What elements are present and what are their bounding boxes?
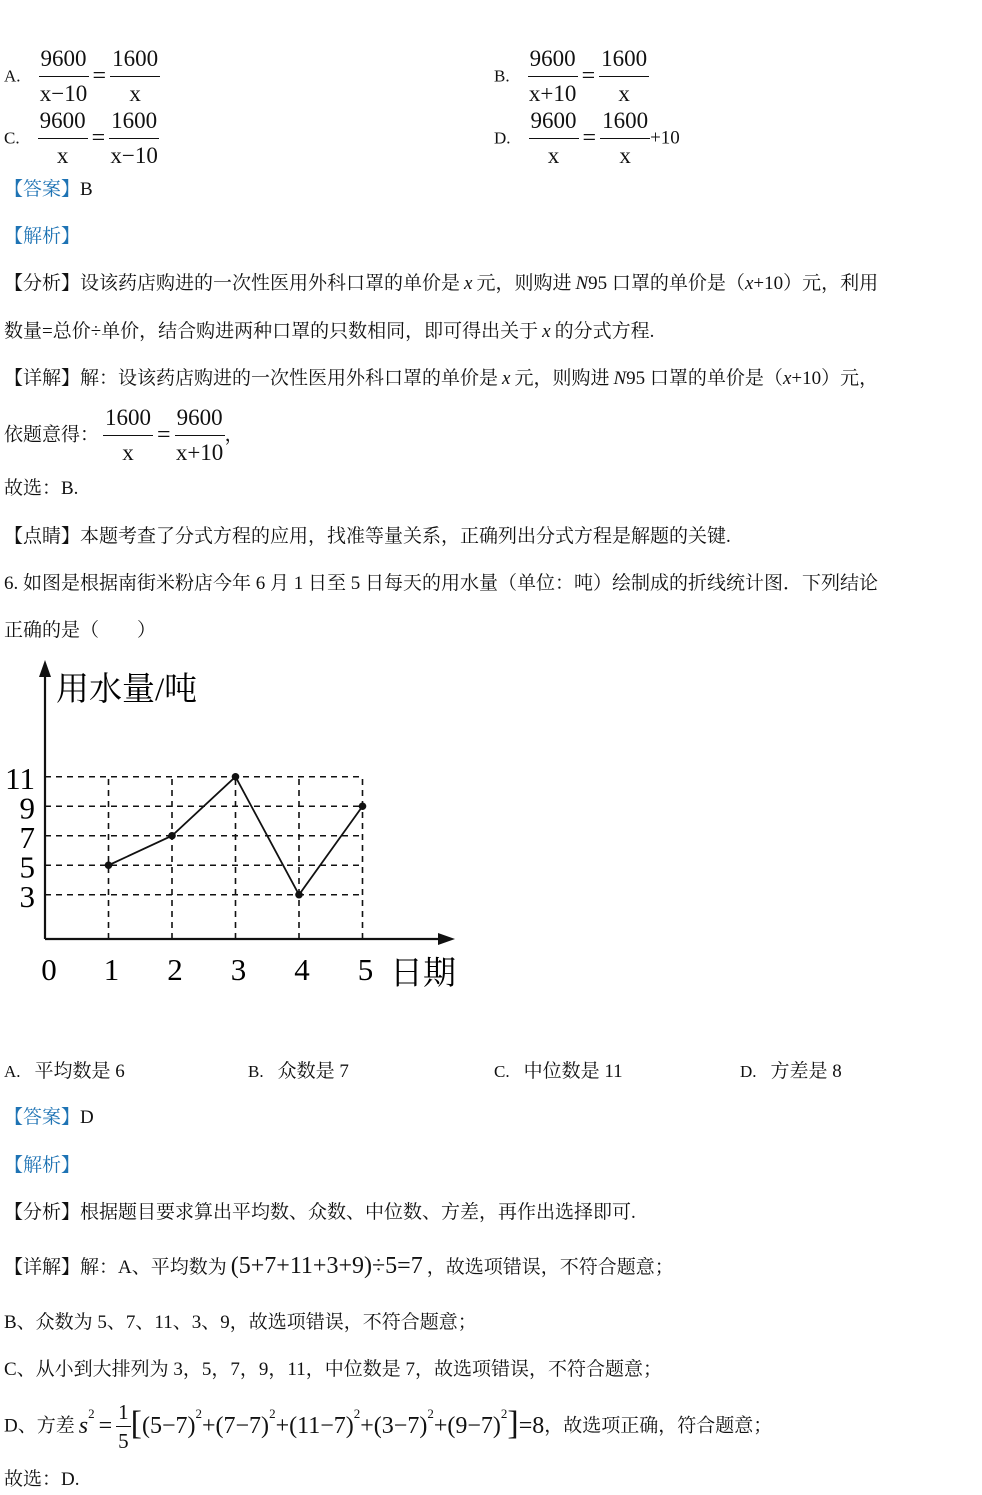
term: (11−7): [289, 1413, 354, 1439]
variable: x: [542, 321, 551, 342]
denominator: 5: [118, 1429, 129, 1453]
variable: x: [464, 273, 473, 294]
text: 元，则购进: [514, 368, 610, 389]
option-text: 平均数是 6: [34, 1061, 125, 1082]
numerator: 9600: [39, 44, 89, 77]
option-letter: C.: [494, 1062, 510, 1081]
fraction: [529, 106, 579, 171]
denominator: x−10: [110, 143, 158, 168]
option-text: 中位数是 11: [523, 1061, 623, 1082]
data-point: [295, 891, 303, 899]
q6-fenxi: [4, 1201, 636, 1225]
numerator: 9600: [528, 44, 578, 77]
equals-sign: =: [157, 422, 171, 448]
q5-equation: [4, 403, 244, 468]
variable: N: [575, 273, 589, 294]
denominator: x: [619, 143, 631, 168]
q6-xiangjie-a: [4, 1254, 674, 1280]
q6-option-d: [740, 1060, 842, 1084]
text: 数量=总价÷单价，结合购进两种口罩的只数相同，即可得出关于: [4, 321, 539, 342]
x-tick-label: 1: [103, 952, 120, 987]
dianjing-tag: 【点睛】: [4, 526, 81, 547]
denominator: x: [547, 143, 560, 168]
x-tick-label: 5: [357, 952, 374, 987]
mean-expression: (5+7+11+3+9)÷5=7: [230, 1253, 423, 1279]
text: ，故选项错误，不符合题意；: [426, 1257, 674, 1278]
q5-option-d: [494, 106, 680, 171]
y-axis-arrow: [39, 660, 51, 677]
y-tick-label: 11: [5, 760, 35, 796]
denominator: x: [129, 81, 141, 106]
y-tick-label: 5: [19, 849, 35, 885]
term: (7−7): [215, 1413, 270, 1439]
variance-result: =8: [518, 1413, 545, 1439]
q5-option-a: [4, 44, 160, 109]
q6-analysis-tag: 【解析】: [4, 1155, 81, 1176]
text: +10）元，利用: [753, 273, 879, 294]
y-axis-label: 用水量/吨: [56, 672, 198, 708]
fraction: [175, 403, 225, 468]
variance-symbol: s: [78, 1413, 89, 1439]
answer-value: B: [80, 179, 93, 200]
x-tick-label: 2: [167, 952, 183, 987]
denominator: x+10: [528, 81, 577, 106]
option-letter: D.: [740, 1062, 757, 1081]
left-bracket: [: [130, 1405, 142, 1443]
xiangjie-tag: 【详解】: [4, 1257, 81, 1278]
option-letter: A.: [4, 1062, 21, 1081]
numerator: 1600: [110, 44, 160, 77]
q6-conclusion: 故选：D.: [4, 1469, 80, 1490]
q6-stem-line2: 正确的是（ ）: [4, 620, 157, 641]
x-axis-label: 日期: [390, 956, 456, 992]
option-letter: B.: [248, 1062, 264, 1081]
term: (5−7): [141, 1413, 196, 1439]
term: (3−7): [373, 1413, 428, 1439]
data-point: [232, 773, 240, 781]
q6-line-b: B、众数为 5、7、11、3、9，故选项错误，不符合题意；: [4, 1312, 477, 1333]
q6-line-d: D、方差 $s^2$ = $\frac{1}{5}$ $[(5-7)^2+(7-7)^2+(11-7)^2+(3-7)^2+(9-7)^2]=8$，故选项正确，符合题意；: [4, 1400, 773, 1453]
x-tick-label: 0: [41, 952, 57, 987]
q6-stem-line1: 6. 如图是根据南街米粉店今年 6 月 1 日至 5 日每天的用水量（单位：吨）绘制成的折线统计图．下列结论: [4, 573, 879, 594]
numerator: 1600: [600, 106, 650, 139]
fraction: [116, 1400, 131, 1453]
text: 元，则购进: [476, 273, 572, 294]
option-letter: A.: [4, 66, 21, 86]
numerator: 1600: [109, 106, 159, 139]
q5-option-b: [494, 44, 649, 109]
q6-answer: [4, 1106, 94, 1130]
equals-sign: =: [581, 63, 596, 89]
data-point: [168, 832, 176, 840]
text: 设该药店购进的一次性医用外科口罩的单价是: [80, 273, 461, 294]
fraction: [109, 106, 159, 171]
y-tick-labels: [5, 761, 35, 914]
text: 的分式方程.: [554, 321, 655, 342]
fraction: [599, 44, 649, 109]
fenxi-tag: 【分析】: [4, 273, 81, 294]
q5-fenxi-line1: [4, 272, 878, 296]
numerator: 1600: [103, 403, 153, 436]
y-tick-label: 7: [19, 819, 35, 855]
denominator: x: [122, 440, 134, 465]
option-letter: B.: [494, 66, 510, 86]
equation-label: 依题意得：: [4, 424, 100, 446]
denominator: x+10: [175, 440, 224, 465]
equals-sign: =: [91, 125, 106, 151]
answer-value: D: [80, 1107, 94, 1128]
text: ，故选项正确，符合题意；: [544, 1415, 773, 1437]
option-text: 方差是 8: [770, 1061, 842, 1082]
y-tick-label: 9: [19, 790, 35, 826]
fraction: [528, 44, 578, 109]
option-letter: C.: [4, 128, 20, 148]
q6-option-c: [494, 1060, 623, 1084]
x-tick-labels: [41, 952, 373, 987]
variable: x: [782, 368, 792, 389]
q6-line-c: C、从小到大排列为 3，5，7，9，11，中位数是 7，故选项错误，不符合题意；: [4, 1359, 662, 1380]
y-tick-label: 3: [19, 878, 35, 914]
text: +10）元，: [791, 368, 879, 389]
q5-fenxi-line2: [4, 320, 654, 344]
text: 本题考查了分式方程的应用，找准等量关系，正确列出分式方程是解题的关键.: [80, 526, 731, 547]
q5-option-c: [4, 106, 159, 171]
right-bracket: ]: [507, 1405, 519, 1443]
numerator: 1600: [599, 44, 649, 77]
q5-analysis-tag: 【解析】: [4, 226, 81, 247]
q5-conclusion: 故选：B.: [4, 478, 79, 499]
answer-tag: 【答案】: [4, 1107, 81, 1128]
text: D、方差: [4, 1415, 75, 1437]
equals-sign: =: [582, 125, 597, 151]
fraction: [110, 44, 160, 109]
superscript-2: 2: [88, 1406, 95, 1422]
grid-layer: [45, 777, 363, 939]
q5-xiangjie-line1: [4, 367, 878, 391]
q5-dianjing: [4, 525, 731, 549]
x-tick-label: 4: [294, 952, 310, 987]
variable: N: [613, 368, 627, 389]
text: 解：A、平均数为: [80, 1257, 227, 1278]
fraction: [38, 106, 88, 171]
denominator: x: [56, 143, 69, 168]
data-point: [105, 861, 113, 869]
denominator: x−10: [39, 81, 88, 106]
text: 95 口罩的单价是（: [588, 273, 745, 294]
fenxi-tag: 【分析】: [4, 1202, 81, 1223]
q5-answer: [4, 178, 93, 202]
data-point: [359, 802, 367, 810]
fraction: [103, 403, 153, 468]
numerator: 9600: [175, 403, 225, 436]
variable: x: [502, 368, 511, 389]
water-usage-line-chart: [0, 650, 470, 1000]
x-tick-label: 3: [230, 952, 247, 987]
denominator: x: [618, 81, 630, 106]
fraction: [39, 44, 89, 109]
term: (9−7): [447, 1413, 501, 1439]
q6-option-b: [248, 1060, 349, 1084]
text: 解：设该药店购进的一次性医用外科口罩的单价是: [80, 368, 499, 389]
answer-tag: 【答案】: [4, 179, 81, 200]
numerator: 1: [116, 1400, 131, 1427]
q6-option-a: [4, 1060, 125, 1084]
numerator: 9600: [38, 106, 88, 139]
tail-term: +10: [650, 127, 680, 149]
text: 95 口罩的单价是（: [626, 368, 783, 389]
comma: ，: [224, 424, 244, 446]
x-axis-arrow: [438, 933, 455, 945]
numerator: 9600: [529, 106, 579, 139]
fraction: [600, 106, 650, 171]
option-text: 众数是 7: [277, 1061, 349, 1082]
option-letter: D.: [494, 128, 511, 148]
text: 根据题目要求算出平均数、众数、中位数、方差，再作出选择即可.: [80, 1202, 636, 1223]
equals-sign: =: [92, 63, 107, 89]
xiangjie-tag: 【详解】: [4, 368, 81, 389]
variable: x: [744, 273, 754, 294]
